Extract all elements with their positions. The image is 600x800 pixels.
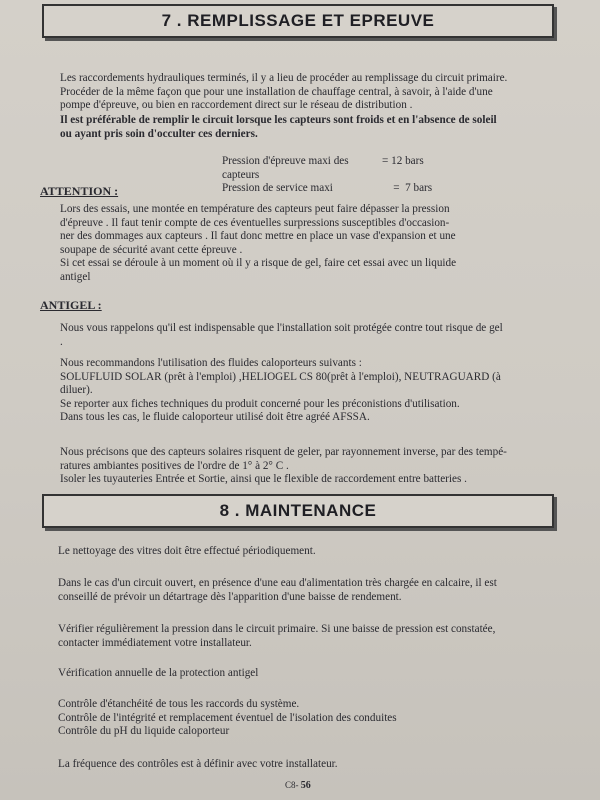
section-8-title: 8 . MAINTENANCE [219, 501, 377, 520]
pressure-specs [222, 155, 432, 196]
section-7-header [42, 4, 554, 38]
maintenance-paragraph-2: Dans le cas d'un circuit ouvert, en présence d'une eau d'alimentation très chargée en calcaire, il est conseillé de prévoir un détartrage dès l'apparition d'une baisse de rendement. [58, 577, 497, 603]
antigel-label: ANTIGEL : [40, 298, 102, 312]
page-number-prefix: C8- [285, 780, 299, 790]
spec-row [222, 182, 432, 196]
page-number [285, 780, 311, 791]
maintenance-paragraph-5: Contrôle d'étanchéité de tous les raccords du système. Contrôle de l'intégrité et remplacement éventuel de l'isolation des conduites Contrôle du pH du liquide caloporteur [58, 698, 397, 738]
spec-value: = 7 bars [382, 182, 433, 195]
antigel-paragraph-3: Nous précisons que des capteurs solaires risquent de geler, par rayonnement inverse, par des tempé- ratures ambiantes positives de l'ordre de 1° à 2° C . Isoler les tuyauteries Entrée et Sortie, ainsi que le flexible de raccordement entre batteries . [60, 446, 507, 486]
section-7-intro: Les raccordements hydrauliques terminés, il y a lieu de procéder au remplissage du circuit primaire. Procéder de la même façon que pour une installation de chauffage central, à savoir, à l'aide d'une pompe d'épreuve, ou bien en raccordement direct sur le réseau de distribution . [60, 72, 508, 112]
spec-value: = 12 bars [382, 155, 424, 167]
antigel-paragraph-2: Nous recommandons l'utilisation des fluides caloporteurs suivants : SOLUFLUID SOLAR (prêt à l'emploi) ,HELIOGEL CS 80(prêt à l'emploi), NEUTRAGUARD (à diluer). Se reporter aux fiches techniques du produit concerné pour les préconistions d'utilisation. Dans tous les cas, le fluide caloporteur utilisé doit être agréé AFSSA. [60, 357, 501, 424]
page-number-value: 56 [300, 780, 311, 791]
section-7-bold-note: Il est préférable de remplir le circuit lorsque les capteurs sont froids et en l'absence de soleil ou ayant pris soin d'occulter ces derniers. [60, 114, 497, 140]
maintenance-paragraph-3: Vérifier régulièrement la pression dans le circuit primaire. Si une baisse de pression est constatée, contacter immédiatement votre installateur. [58, 623, 496, 649]
spec-label: Pression d'épreuve maxi des capteurs [222, 155, 349, 181]
section-8-header [42, 494, 554, 528]
attention-label: ATTENTION : [40, 184, 119, 198]
spec-label: Pression de service maxi [222, 182, 333, 195]
attention-text: Lors des essais, une montée en température des capteurs peut faire dépasser la pression d'épreuve . Il faut tenir compte de ces éventuelles surpressions susceptibles d'occasion- ner des dommages aux capteurs . Il faut donc mettre en place un vase d'expansion et une soupape de sécurité avant cette épreuve . Si cet essai se déroule à un moment où il y a risque de gel, faire cet essai avec un liquide antigel [60, 203, 457, 283]
maintenance-paragraph-4: Vérification annuelle de la protection antigel [58, 667, 259, 679]
section-7-title: 7 . REMPLISSAGE ET EPREUVE [161, 11, 435, 30]
antigel-paragraph-1: Nous vous rappelons qu'il est indispensable que l'installation soit protégée contre tout risque de gel . [60, 322, 503, 348]
maintenance-paragraph-6: La fréquence des contrôles est à définir avec votre installateur. [58, 758, 338, 770]
spec-row [222, 155, 432, 182]
maintenance-paragraph-1: Le nettoyage des vitres doit être effectué périodiquement. [58, 545, 316, 557]
